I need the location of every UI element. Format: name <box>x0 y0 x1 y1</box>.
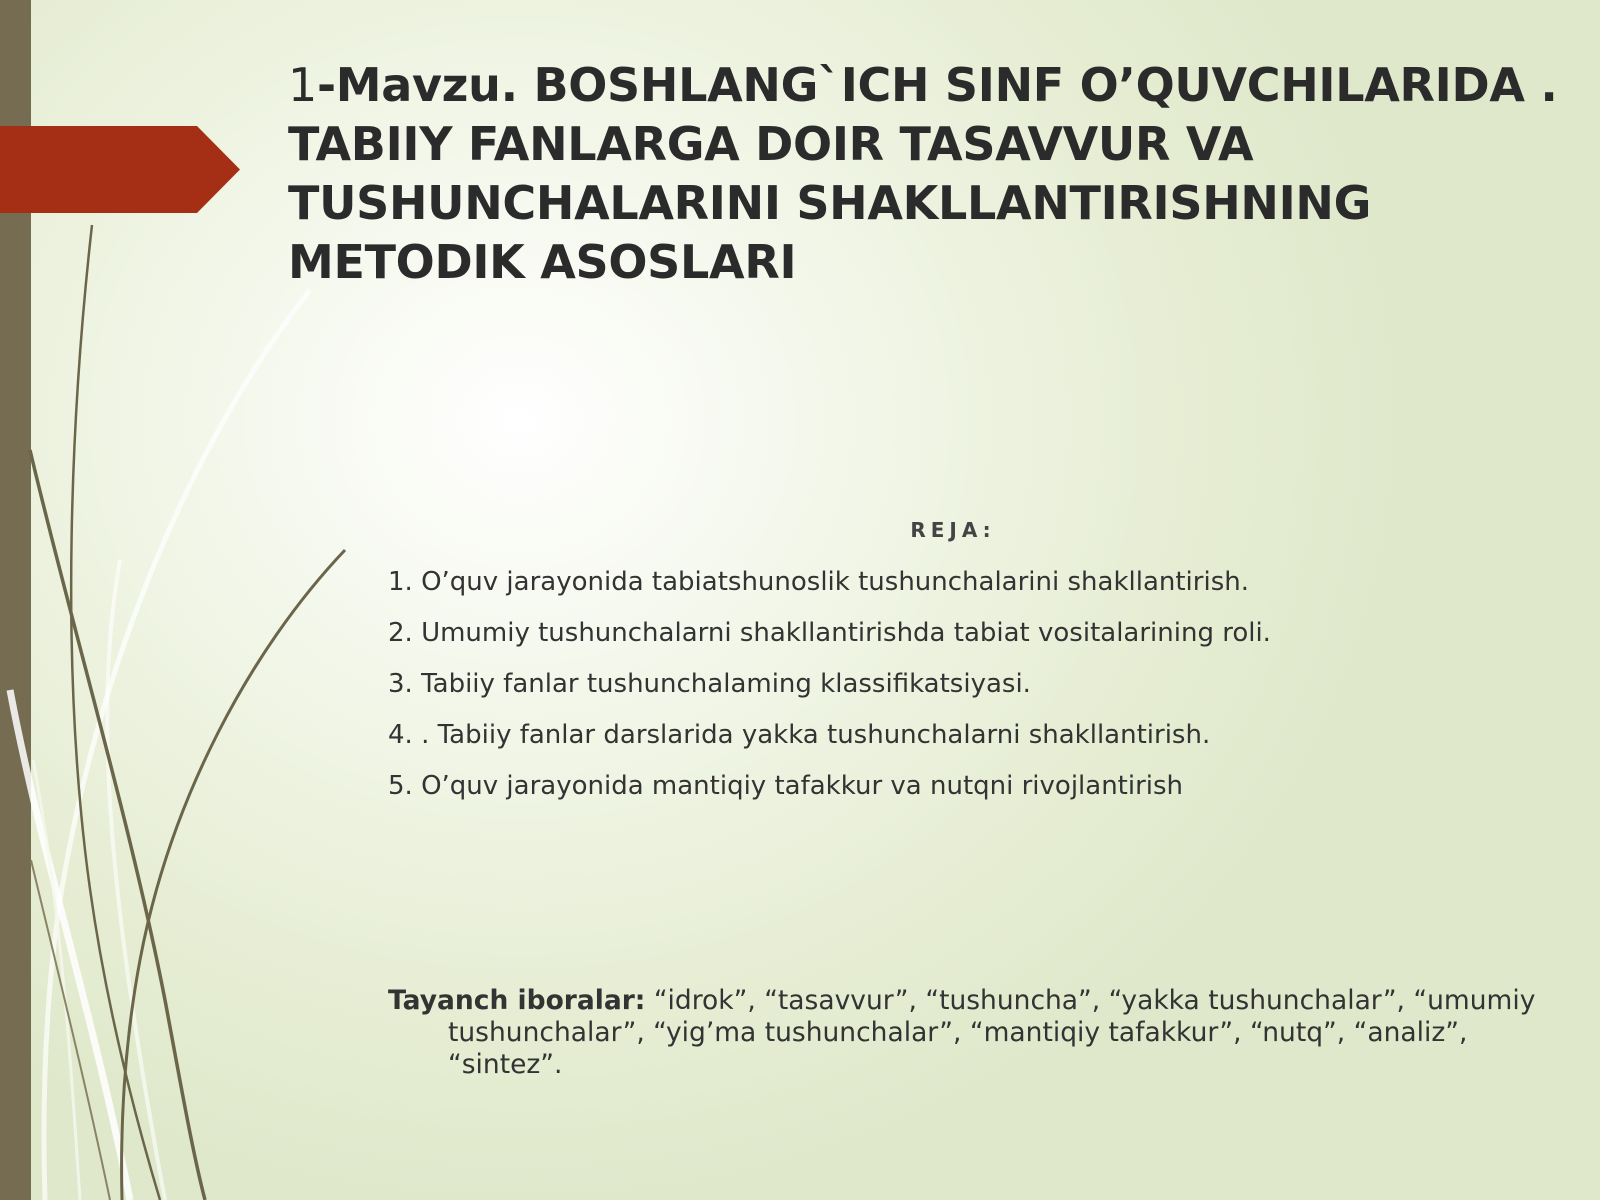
slide-title <box>288 56 1558 292</box>
keywords-label: Tayanch iboralar: <box>388 985 646 1016</box>
keywords-text: “idrok”, “tasavvur”, “tushuncha”, “yakka tushunchalar”, “umumiy tushunchalar”, “yig’ma tushunchalar”, “mantiqiy tafakkur”, “nutq”, “analiz”, “sintez”. <box>448 985 1536 1080</box>
title-number: 1 <box>288 58 317 112</box>
title-text: -Mavzu. BOSHLANG`ICH SINF O’QUVCHILARIDA . TABIIY FANLARGA DOIR TASAVVUR VA TUSHUNCHALARINI SHAKLLANTIRISHNING METODIK ASOSLARI <box>288 58 1558 289</box>
plan-item: 5. O’quv jarayonida mantiqiy tafakkur va nutqni rivojlantirish <box>388 771 1184 801</box>
keywords-paragraph <box>388 985 1588 1081</box>
grass-strand-light-3 <box>107 560 165 1200</box>
plan-item: 2. Umumiy tushunchalarni shakllantirishda tabiat vositalarining roli. <box>388 618 1271 648</box>
grass-strand-dark-1 <box>71 225 160 1200</box>
plan-item: 1. O’quv jarayonida tabiatshunoslik tushunchalarini shakllantirish. <box>388 567 1249 597</box>
grass-strand-dark-2 <box>122 550 345 1200</box>
plan-list <box>388 565 1568 820</box>
red-arrow-shape <box>0 126 240 213</box>
plan-item: 4. . Tabiiy fanlar darslarida yakka tushunchalarni shakllantirish. <box>388 720 1211 750</box>
plan-item: 3. Tabiiy fanlar tushunchalaming klassifikatsiyasi. <box>388 669 1031 699</box>
plan-heading: REJA: <box>910 518 996 542</box>
